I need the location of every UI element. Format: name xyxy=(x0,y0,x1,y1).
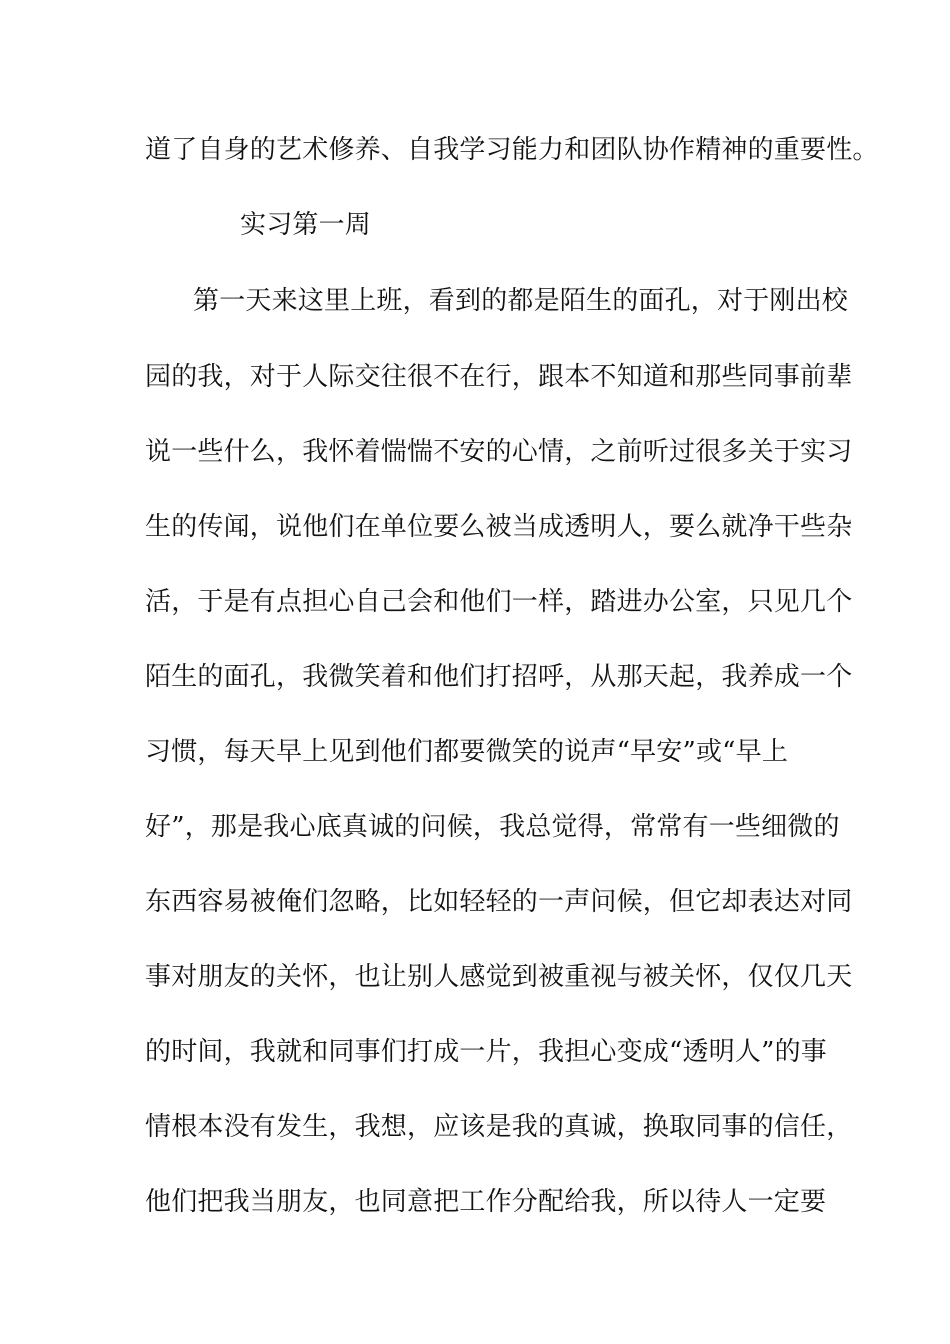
text-line: 他们把我当朋友，也同意把工作分配给我，所以待人一定要 xyxy=(145,1187,827,1217)
text-line: 情根本没有发生，我想，应该是我的真诚，换取同事的信任， xyxy=(145,1112,853,1142)
text-line: 生的传闻，说他们在单位要么被当成透明人，要么就净干些杂 xyxy=(145,512,853,542)
text-line: 园的我，对于人际交往很不在行，跟本不知道和那些同事前辈 xyxy=(145,362,853,392)
text-line: 的时间，我就和同事们打成一片，我担心变成“透明人”的事 xyxy=(145,1037,827,1067)
text-line: 活，于是有点担心自己会和他们一样，踏进办公室，只见几个 xyxy=(145,587,853,617)
text-line: 习惯，每天早上见到他们都要微笑的说声“早安”或“早上 xyxy=(145,737,789,767)
text-line: 第一天来这里上班，看到的都是陌生的面孔，对于刚出校 xyxy=(193,286,849,316)
text-line: 说一些什么，我怀着惴惴不安的心情，之前听过很多关于实习 xyxy=(145,437,853,467)
section-heading: 实习第一周 xyxy=(240,210,372,240)
text-line: 事对朋友的关怀，也让别人感觉到被重视与被关怀，仅仅几天 xyxy=(145,962,853,992)
text-line: 陌生的面孔，我微笑着和他们打招呼，从那天起，我养成一个 xyxy=(145,662,853,692)
text-line: 东西容易被俺们忽略，比如轻轻的一声问候，但它却表达对同 xyxy=(145,887,853,917)
text-line: 好”，那是我心底真诚的问候，我总觉得，常常有一些细微的 xyxy=(145,812,840,842)
text-line: 道了自身的艺术修养、自我学习能力和团队协作精神的重要性。 xyxy=(145,135,879,165)
